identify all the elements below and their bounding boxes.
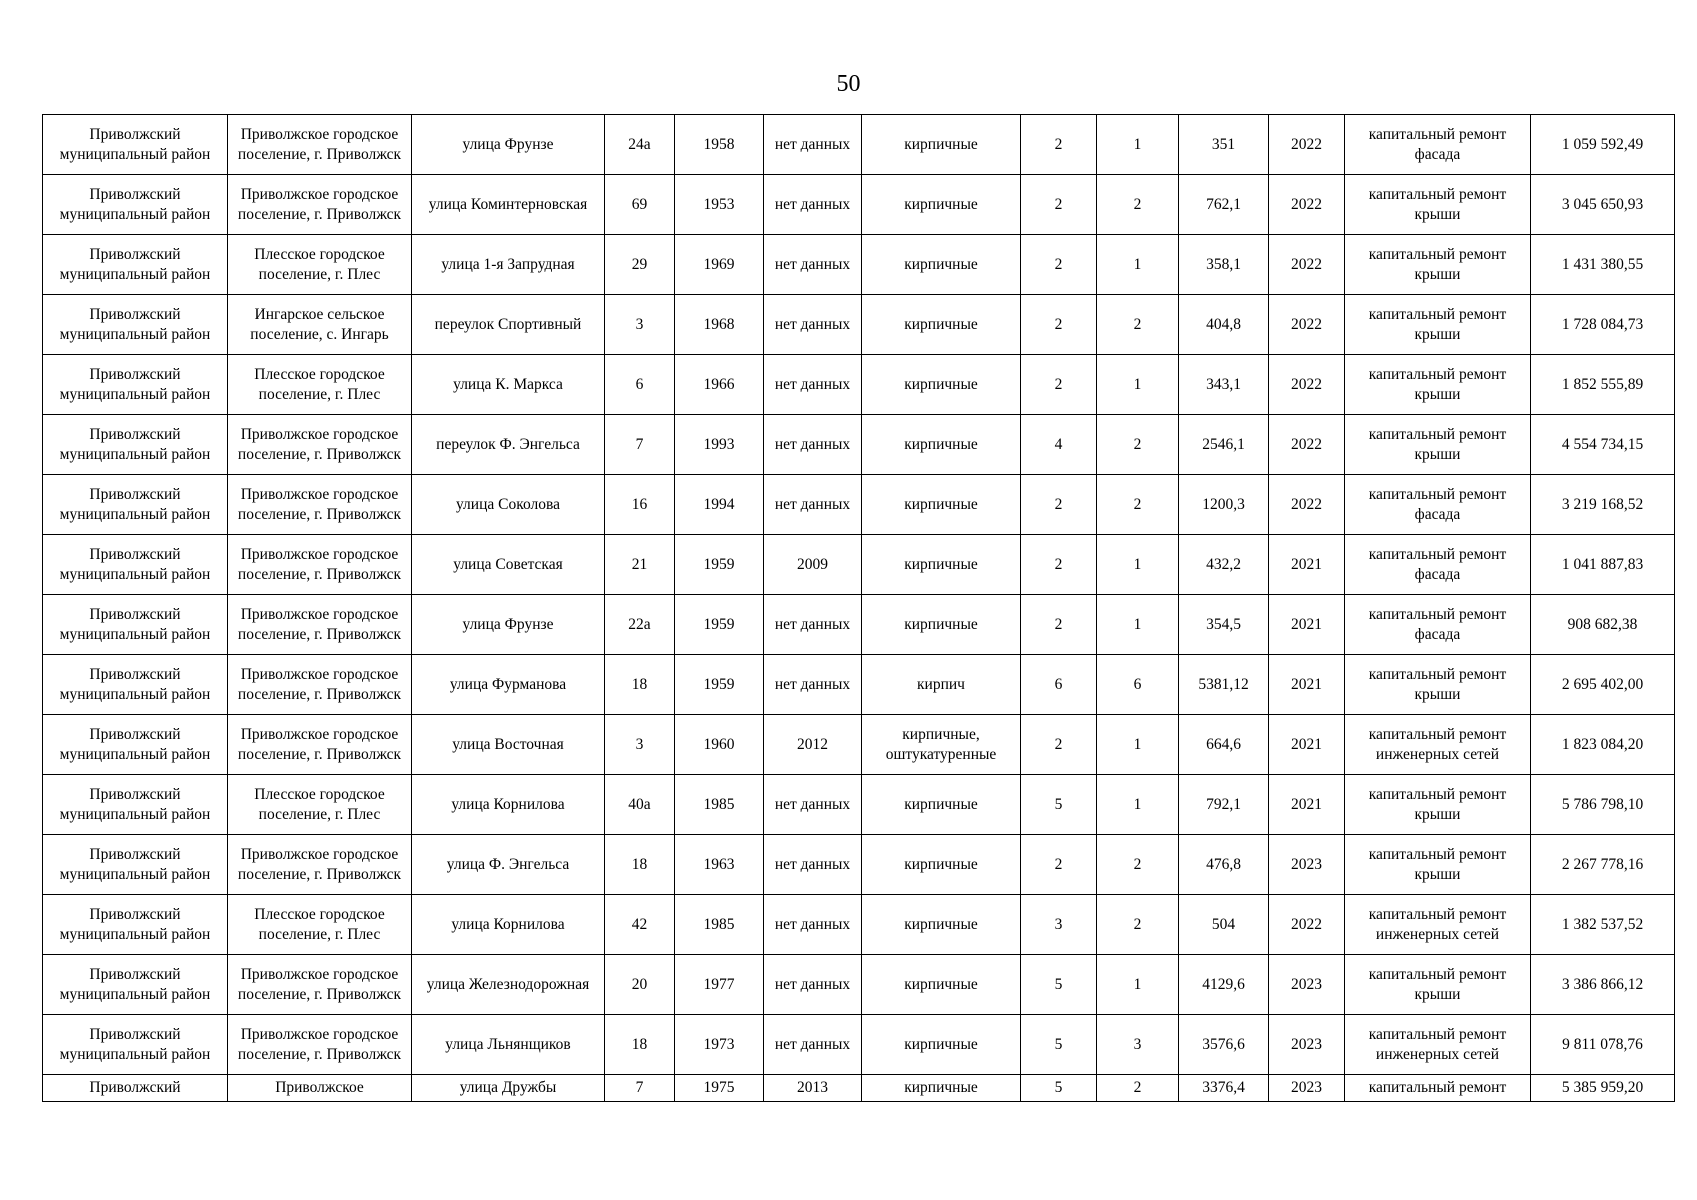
cell-settlement: Приволжское городское поселение, г. Приволжск (228, 655, 412, 715)
cell-floors: 2 (1021, 535, 1097, 595)
cell-street: улица Дружбы (412, 1075, 605, 1102)
cell-settlement: Приволжское (228, 1075, 412, 1102)
cell-repair-type: капитальный ремонт фасада (1345, 115, 1531, 175)
table-row (43, 355, 1675, 415)
cell-floors: 5 (1021, 1015, 1097, 1075)
cell-repair-year: 2022 (1269, 895, 1345, 955)
cell-district: Приволжский муниципальный район (43, 355, 228, 415)
cell-floors: 3 (1021, 895, 1097, 955)
cell-repair-year: 2023 (1269, 835, 1345, 895)
cell-entrances: 1 (1097, 355, 1179, 415)
cell-entrances: 2 (1097, 175, 1179, 235)
cell-area: 1200,3 (1179, 475, 1269, 535)
cell-reconstruction-year: нет данных (764, 835, 862, 895)
cell-area: 4129,6 (1179, 955, 1269, 1015)
cell-entrances: 2 (1097, 1075, 1179, 1102)
cell-house-number: 18 (605, 1015, 675, 1075)
cell-settlement: Приволжское городское поселение, г. Приволжск (228, 1015, 412, 1075)
cell-floors: 6 (1021, 655, 1097, 715)
cell-repair-type: капитальный ремонт крыши (1345, 415, 1531, 475)
cell-reconstruction-year: нет данных (764, 775, 862, 835)
cell-area: 2546,1 (1179, 415, 1269, 475)
cell-house-number: 16 (605, 475, 675, 535)
cell-house-number: 3 (605, 715, 675, 775)
cell-wall-material: кирпичные (862, 415, 1021, 475)
cell-repair-type: капитальный ремонт инженерных сетей (1345, 715, 1531, 775)
cell-reconstruction-year: 2012 (764, 715, 862, 775)
cell-wall-material: кирпичные (862, 475, 1021, 535)
cell-settlement: Приволжское городское поселение, г. Приволжск (228, 475, 412, 535)
cell-wall-material: кирпичные (862, 955, 1021, 1015)
cell-street: улица Корнилова (412, 895, 605, 955)
cell-district: Приволжский муниципальный район (43, 715, 228, 775)
cell-repair-year: 2021 (1269, 535, 1345, 595)
cell-entrances: 1 (1097, 955, 1179, 1015)
cell-repair-type: капитальный ремонт (1345, 1075, 1531, 1102)
cell-repair-type: капитальный ремонт фасада (1345, 475, 1531, 535)
cell-build-year: 1959 (675, 655, 764, 715)
cell-build-year: 1959 (675, 595, 764, 655)
cell-repair-type: капитальный ремонт крыши (1345, 955, 1531, 1015)
cell-house-number: 21 (605, 535, 675, 595)
cell-build-year: 1975 (675, 1075, 764, 1102)
cell-cost: 3 386 866,12 (1531, 955, 1675, 1015)
cell-wall-material: кирпичные, оштукатуренные (862, 715, 1021, 775)
cell-repair-year: 2022 (1269, 115, 1345, 175)
cell-area: 3576,6 (1179, 1015, 1269, 1075)
table-row (43, 895, 1675, 955)
cell-cost: 3 045 650,93 (1531, 175, 1675, 235)
cell-cost: 5 385 959,20 (1531, 1075, 1675, 1102)
cell-floors: 5 (1021, 775, 1097, 835)
cell-repair-year: 2021 (1269, 655, 1345, 715)
cell-wall-material: кирпичные (862, 295, 1021, 355)
cell-cost: 3 219 168,52 (1531, 475, 1675, 535)
table-row (43, 295, 1675, 355)
cell-cost: 9 811 078,76 (1531, 1015, 1675, 1075)
cell-settlement: Плесское городское поселение, г. Плес (228, 355, 412, 415)
cell-floors: 2 (1021, 115, 1097, 175)
table-row (43, 715, 1675, 775)
cell-wall-material: кирпичные (862, 175, 1021, 235)
cell-build-year: 1994 (675, 475, 764, 535)
cell-area: 404,8 (1179, 295, 1269, 355)
cell-cost: 1 059 592,49 (1531, 115, 1675, 175)
cell-wall-material: кирпичные (862, 1015, 1021, 1075)
cell-house-number: 7 (605, 1075, 675, 1102)
cell-floors: 2 (1021, 835, 1097, 895)
cell-area: 504 (1179, 895, 1269, 955)
cell-cost: 908 682,38 (1531, 595, 1675, 655)
table-row (43, 535, 1675, 595)
cell-reconstruction-year: 2009 (764, 535, 862, 595)
cell-repair-year: 2022 (1269, 475, 1345, 535)
cell-area: 792,1 (1179, 775, 1269, 835)
cell-entrances: 1 (1097, 115, 1179, 175)
cell-entrances: 1 (1097, 595, 1179, 655)
cell-wall-material: кирпичные (862, 775, 1021, 835)
cell-entrances: 2 (1097, 295, 1179, 355)
cell-settlement: Приволжское городское поселение, г. Приволжск (228, 415, 412, 475)
cell-reconstruction-year: нет данных (764, 955, 862, 1015)
cell-entrances: 1 (1097, 235, 1179, 295)
cell-repair-year: 2023 (1269, 955, 1345, 1015)
table-row (43, 475, 1675, 535)
cell-cost: 5 786 798,10 (1531, 775, 1675, 835)
table-row (43, 235, 1675, 295)
cell-repair-year: 2023 (1269, 1075, 1345, 1102)
cell-district: Приволжский муниципальный район (43, 175, 228, 235)
cell-district: Приволжский муниципальный район (43, 835, 228, 895)
cell-house-number: 3 (605, 295, 675, 355)
cell-build-year: 1958 (675, 115, 764, 175)
cell-build-year: 1969 (675, 235, 764, 295)
cell-repair-year: 2021 (1269, 715, 1345, 775)
cell-district: Приволжский муниципальный район (43, 295, 228, 355)
cell-cost: 1 382 537,52 (1531, 895, 1675, 955)
cell-house-number: 6 (605, 355, 675, 415)
cell-district: Приволжский муниципальный район (43, 235, 228, 295)
table-row (43, 1075, 1675, 1102)
cell-reconstruction-year: нет данных (764, 475, 862, 535)
cell-settlement: Приволжское городское поселение, г. Приволжск (228, 175, 412, 235)
cell-repair-year: 2022 (1269, 355, 1345, 415)
cell-street: улица Корнилова (412, 775, 605, 835)
cell-area: 343,1 (1179, 355, 1269, 415)
cell-build-year: 1953 (675, 175, 764, 235)
cell-street: улица Фрунзе (412, 115, 605, 175)
cell-wall-material: кирпичные (862, 1075, 1021, 1102)
table-row (43, 595, 1675, 655)
cell-wall-material: кирпич (862, 655, 1021, 715)
table-row (43, 415, 1675, 475)
cell-reconstruction-year: нет данных (764, 235, 862, 295)
cell-entrances: 2 (1097, 475, 1179, 535)
cell-street: улица Железнодорожная (412, 955, 605, 1015)
cell-area: 358,1 (1179, 235, 1269, 295)
cell-reconstruction-year: нет данных (764, 355, 862, 415)
cell-build-year: 1985 (675, 775, 764, 835)
cell-street: переулок Спортивный (412, 295, 605, 355)
cell-district: Приволжский муниципальный район (43, 655, 228, 715)
cell-street: улица Фрунзе (412, 595, 605, 655)
cell-repair-type: капитальный ремонт фасада (1345, 535, 1531, 595)
cell-build-year: 1985 (675, 895, 764, 955)
cell-district: Приволжский муниципальный район (43, 415, 228, 475)
cell-area: 476,8 (1179, 835, 1269, 895)
cell-district: Приволжский муниципальный район (43, 955, 228, 1015)
cell-street: улица 1-я Запрудная (412, 235, 605, 295)
cell-cost: 2 695 402,00 (1531, 655, 1675, 715)
cell-street: улица Ф. Энгельса (412, 835, 605, 895)
table-row (43, 775, 1675, 835)
housing-repair-table (42, 114, 1675, 1102)
cell-repair-type: капитальный ремонт крыши (1345, 295, 1531, 355)
cell-reconstruction-year: 2013 (764, 1075, 862, 1102)
cell-house-number: 69 (605, 175, 675, 235)
cell-house-number: 7 (605, 415, 675, 475)
table-row (43, 835, 1675, 895)
cell-district: Приволжский муниципальный район (43, 475, 228, 535)
cell-build-year: 1973 (675, 1015, 764, 1075)
cell-settlement: Приволжское городское поселение, г. Приволжск (228, 595, 412, 655)
cell-floors: 2 (1021, 715, 1097, 775)
cell-repair-type: капитальный ремонт крыши (1345, 655, 1531, 715)
table-body (43, 115, 1675, 1102)
cell-street: улица К. Маркса (412, 355, 605, 415)
cell-house-number: 22а (605, 595, 675, 655)
cell-entrances: 2 (1097, 415, 1179, 475)
cell-entrances: 1 (1097, 535, 1179, 595)
cell-repair-type: капитальный ремонт фасада (1345, 595, 1531, 655)
cell-settlement: Плесское городское поселение, г. Плес (228, 235, 412, 295)
cell-build-year: 1960 (675, 715, 764, 775)
cell-area: 5381,12 (1179, 655, 1269, 715)
cell-entrances: 2 (1097, 835, 1179, 895)
cell-build-year: 1963 (675, 835, 764, 895)
cell-repair-type: капитальный ремонт инженерных сетей (1345, 895, 1531, 955)
cell-district: Приволжский муниципальный район (43, 895, 228, 955)
cell-area: 354,5 (1179, 595, 1269, 655)
cell-street: улица Льнянщиков (412, 1015, 605, 1075)
cell-street: переулок Ф. Энгельса (412, 415, 605, 475)
cell-settlement: Плесское городское поселение, г. Плес (228, 775, 412, 835)
cell-street: улица Соколова (412, 475, 605, 535)
cell-settlement: Приволжское городское поселение, г. Приволжск (228, 835, 412, 895)
cell-cost: 1 728 084,73 (1531, 295, 1675, 355)
cell-floors: 5 (1021, 1075, 1097, 1102)
cell-district: Приволжский муниципальный район (43, 115, 228, 175)
cell-repair-year: 2022 (1269, 295, 1345, 355)
cell-district: Приволжский муниципальный район (43, 535, 228, 595)
cell-district: Приволжский муниципальный район (43, 1015, 228, 1075)
cell-wall-material: кирпичные (862, 535, 1021, 595)
cell-area: 762,1 (1179, 175, 1269, 235)
cell-floors: 2 (1021, 355, 1097, 415)
cell-entrances: 6 (1097, 655, 1179, 715)
cell-build-year: 1968 (675, 295, 764, 355)
cell-reconstruction-year: нет данных (764, 655, 862, 715)
cell-reconstruction-year: нет данных (764, 595, 862, 655)
cell-area: 3376,4 (1179, 1075, 1269, 1102)
cell-settlement: Приволжское городское поселение, г. Приволжск (228, 115, 412, 175)
cell-settlement: Приволжское городское поселение, г. Приволжск (228, 955, 412, 1015)
cell-wall-material: кирпичные (862, 235, 1021, 295)
cell-repair-year: 2022 (1269, 415, 1345, 475)
cell-house-number: 40а (605, 775, 675, 835)
cell-district: Приволжский муниципальный район (43, 775, 228, 835)
cell-floors: 2 (1021, 295, 1097, 355)
table-row (43, 115, 1675, 175)
cell-reconstruction-year: нет данных (764, 115, 862, 175)
cell-build-year: 1959 (675, 535, 764, 595)
cell-settlement: Приволжское городское поселение, г. Приволжск (228, 535, 412, 595)
cell-cost: 1 431 380,55 (1531, 235, 1675, 295)
cell-repair-year: 2022 (1269, 175, 1345, 235)
cell-build-year: 1966 (675, 355, 764, 415)
cell-repair-year: 2022 (1269, 235, 1345, 295)
cell-cost: 2 267 778,16 (1531, 835, 1675, 895)
cell-floors: 5 (1021, 955, 1097, 1015)
cell-entrances: 1 (1097, 715, 1179, 775)
cell-cost: 4 554 734,15 (1531, 415, 1675, 475)
cell-repair-type: капитальный ремонт крыши (1345, 235, 1531, 295)
cell-settlement: Плесское городское поселение, г. Плес (228, 895, 412, 955)
cell-reconstruction-year: нет данных (764, 895, 862, 955)
cell-repair-type: капитальный ремонт инженерных сетей (1345, 1015, 1531, 1075)
cell-area: 432,2 (1179, 535, 1269, 595)
cell-wall-material: кирпичные (862, 115, 1021, 175)
cell-cost: 1 852 555,89 (1531, 355, 1675, 415)
cell-entrances: 1 (1097, 775, 1179, 835)
cell-repair-year: 2023 (1269, 1015, 1345, 1075)
cell-repair-type: капитальный ремонт крыши (1345, 355, 1531, 415)
cell-district: Приволжский муниципальный район (43, 595, 228, 655)
cell-reconstruction-year: нет данных (764, 1015, 862, 1075)
cell-wall-material: кирпичные (862, 895, 1021, 955)
cell-wall-material: кирпичные (862, 835, 1021, 895)
cell-house-number: 29 (605, 235, 675, 295)
table-row (43, 175, 1675, 235)
cell-area: 351 (1179, 115, 1269, 175)
cell-reconstruction-year: нет данных (764, 415, 862, 475)
cell-entrances: 3 (1097, 1015, 1179, 1075)
cell-house-number: 18 (605, 835, 675, 895)
cell-repair-year: 2021 (1269, 775, 1345, 835)
cell-floors: 2 (1021, 175, 1097, 235)
cell-house-number: 24а (605, 115, 675, 175)
cell-repair-type: капитальный ремонт крыши (1345, 175, 1531, 235)
cell-entrances: 2 (1097, 895, 1179, 955)
cell-reconstruction-year: нет данных (764, 175, 862, 235)
cell-street: улица Советская (412, 535, 605, 595)
cell-district: Приволжский (43, 1075, 228, 1102)
cell-street: улица Фурманова (412, 655, 605, 715)
cell-floors: 2 (1021, 595, 1097, 655)
cell-wall-material: кирпичные (862, 355, 1021, 415)
cell-repair-year: 2021 (1269, 595, 1345, 655)
table-row (43, 955, 1675, 1015)
cell-repair-type: капитальный ремонт крыши (1345, 835, 1531, 895)
cell-wall-material: кирпичные (862, 595, 1021, 655)
cell-cost: 1 823 084,20 (1531, 715, 1675, 775)
cell-area: 664,6 (1179, 715, 1269, 775)
cell-settlement: Ингарское сельское поселение, с. Ингарь (228, 295, 412, 355)
table-row (43, 655, 1675, 715)
cell-street: улица Коминтерновская (412, 175, 605, 235)
cell-street: улица Восточная (412, 715, 605, 775)
cell-house-number: 20 (605, 955, 675, 1015)
cell-build-year: 1977 (675, 955, 764, 1015)
cell-house-number: 18 (605, 655, 675, 715)
page-number: 50 (836, 71, 861, 97)
cell-floors: 2 (1021, 475, 1097, 535)
cell-reconstruction-year: нет данных (764, 295, 862, 355)
table-row (43, 1015, 1675, 1075)
cell-repair-type: капитальный ремонт крыши (1345, 775, 1531, 835)
cell-floors: 2 (1021, 235, 1097, 295)
cell-floors: 4 (1021, 415, 1097, 475)
cell-build-year: 1993 (675, 415, 764, 475)
cell-cost: 1 041 887,83 (1531, 535, 1675, 595)
cell-settlement: Приволжское городское поселение, г. Приволжск (228, 715, 412, 775)
cell-house-number: 42 (605, 895, 675, 955)
